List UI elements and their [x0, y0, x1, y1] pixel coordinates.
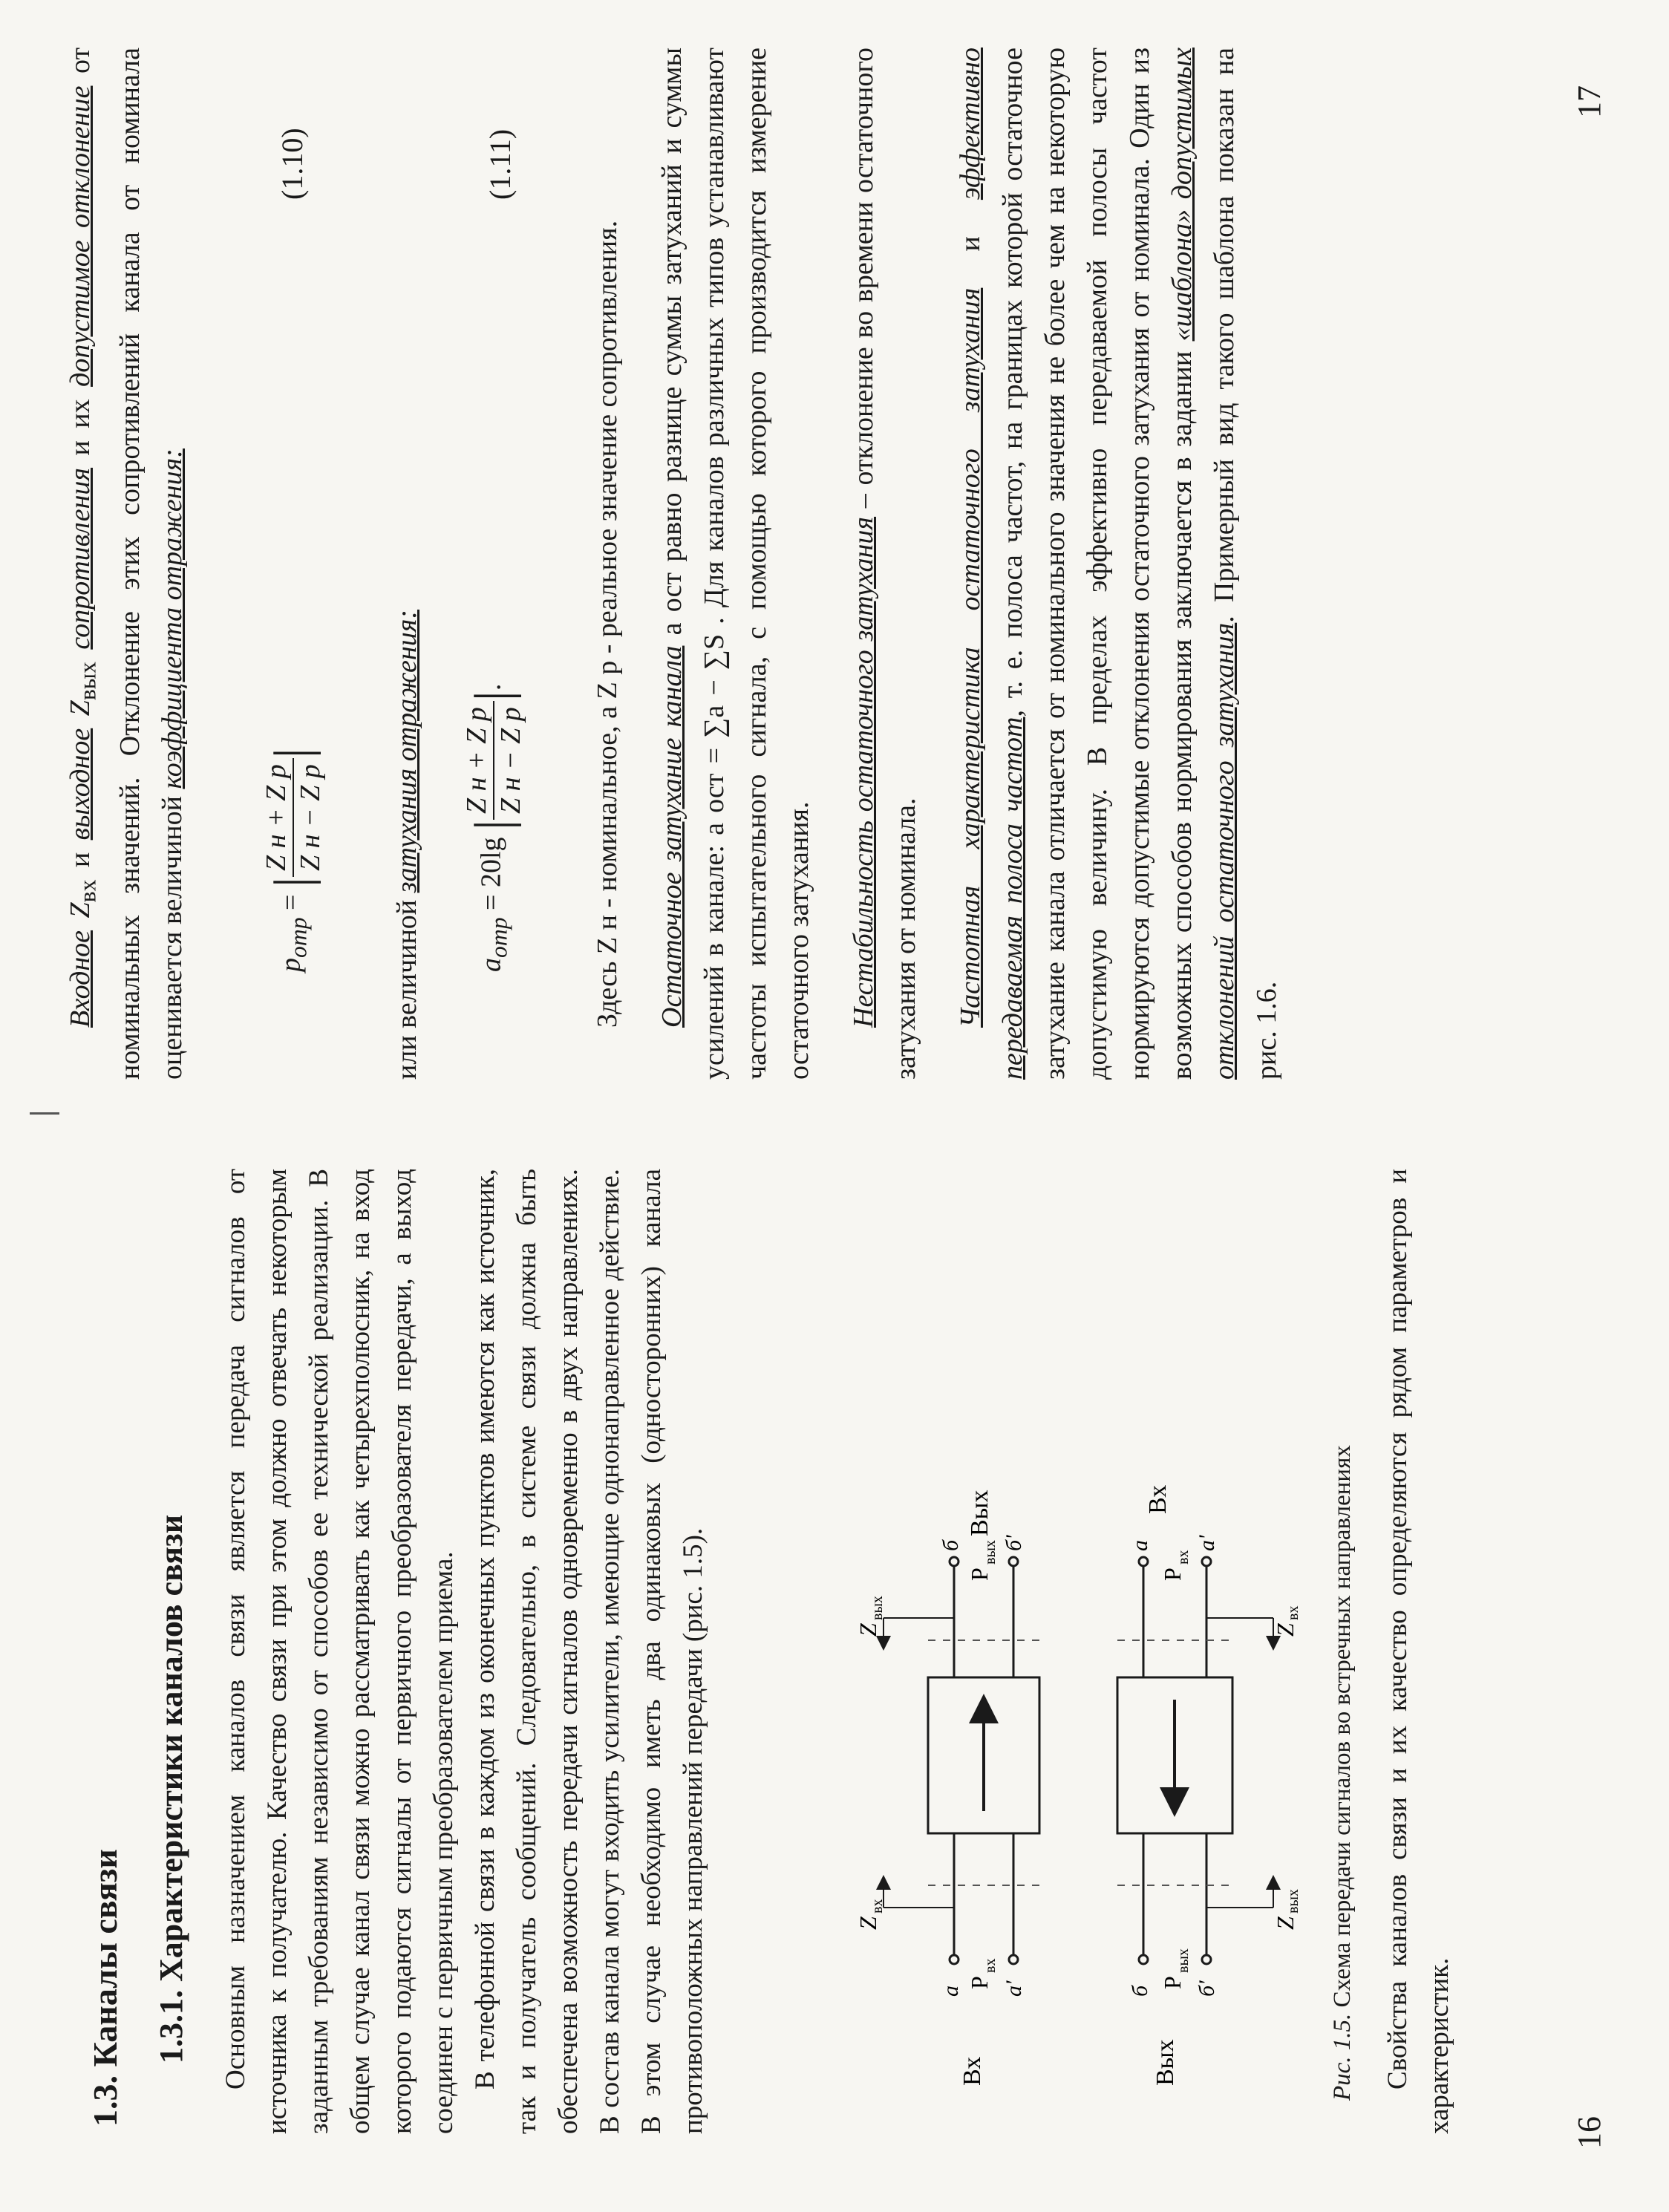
p-out-sub: вых: [982, 1540, 999, 1565]
text-or: или величиной: [391, 893, 422, 1080]
block-reflection-attenuation: [386, 48, 428, 1080]
z-in-symbol: Z: [855, 1916, 881, 1930]
figure-caption: [1329, 1172, 1356, 2101]
f1-lhs-sub: отр: [285, 917, 312, 958]
page-16: [0, 1113, 1669, 2212]
z-in-symbol: Z: [1272, 1623, 1299, 1637]
term-effective-band: эффективно передаваемая полоса частот: [955, 47, 1028, 1080]
body-text-left-bottom: [1377, 1169, 1460, 2134]
paragraph-3: Свойства каналов связи и их качество определяются рядом параметров и характеристик.: [1382, 1169, 1454, 2134]
text-their: и их: [65, 386, 96, 468]
text-template: . Примерный вид такого шаблона показан на рис. 1.6.: [1209, 48, 1282, 1080]
formula-1-11: $a_{отр} = 20\lg$ | Z н + Z р Z н − Z р |.: [461, 683, 526, 972]
paragraph-here: Здесь Z н - номинальное, а Z р - реальное значение сопротивления.: [592, 220, 623, 1028]
z-out-sub: вых: [869, 1596, 886, 1620]
terminal-a: а: [938, 1986, 963, 1997]
f1-denominator: Z н − Z р: [295, 764, 326, 872]
term-reflection-attenuation: затухания отражения:: [391, 609, 422, 893]
upper-channel: [855, 1490, 1039, 2086]
eq-number-1-11: (1.11): [483, 128, 517, 200]
terminal-dot: [1009, 1955, 1018, 1964]
p-in-sub: вх: [982, 1958, 999, 1973]
f2-dot: .: [475, 683, 507, 691]
f2-lhs: a: [475, 958, 507, 972]
page-number-16: 16: [1571, 2116, 1607, 2149]
term-input: Входное: [65, 930, 96, 1028]
z-in-sub: вх: [869, 1899, 886, 1914]
paragraph-1: Основным назначением каналов связи является передача сигналов от источника к получателю. Качество связи при этом должно отвечать некоторым заданным требованиям независимо от способов ее технической реализации. В общем случае канал связи можно рассматривать как четырехполюсник, на вход которого подаются сигналы от первичного преобразователя передачи, а выход соединен с первичным преобразователем приема.: [221, 1169, 459, 2134]
term-deviation: допустимое отклонение: [65, 85, 96, 387]
terminal-b-prime: б': [1002, 1535, 1026, 1551]
terminal-a: а: [1128, 1540, 1152, 1551]
term-residual-attenuation: Остаточное затухание канала: [656, 645, 687, 1028]
p-in-symbol: P: [1159, 1567, 1186, 1581]
z-out-sub: вых: [74, 662, 101, 701]
z-out-symbol: Z: [855, 1623, 881, 1637]
terminal-a-prime: а': [1195, 1535, 1219, 1551]
paragraph-2: В телефонной связи в каждом из оконечных пунктов имеются как источник, так и получатель сообщений. Следовательно, в системе связи должна быть обеспечена возможность передачи сигналов одновременно в двух направлениях. В состав канала могут входить усилители, имеющие однонаправленное действие. В этом случае необходимо иметь два одинаковых (односторонних) канала противоположных направлений передачи (рис. 1.5).: [470, 1169, 708, 2134]
terminal-b-prime: б': [1195, 1980, 1219, 1997]
upper-right-label: Вых: [966, 1490, 993, 1536]
term-frequency-response: Частотная характеристика остаточного затухания: [955, 287, 986, 1028]
text-and-2: и: [955, 200, 986, 288]
text-deviation: от номинальных значений. Отклонение этих сопротивлений канала от номинала оценивается величиной: [65, 47, 188, 1080]
z-in-sub: вх: [74, 879, 101, 903]
caption-label: Рис. 1.5.: [1329, 2013, 1356, 2101]
p-in-sub: вх: [1175, 1550, 1192, 1565]
caption-text: Схема передачи сигналов во встречных направлениях: [1329, 1445, 1356, 2008]
text-residual: a ост равно разнице суммы затуханий и суммы усилений в канале: a ост = ∑a − ∑S . Для каналов различных типов устанавливают частоты испытательного сигнала, с помощью которого производится измерение остаточного затухания.: [656, 48, 814, 1080]
z-out-sub: вых: [1285, 1889, 1301, 1914]
p-out-symbol: P: [966, 1567, 993, 1581]
term-reflection-coef: коэффициента отражения:: [156, 448, 188, 789]
text-band: , т. е. полоса частот, на границах которой остаточное затухание канала отличается от номинального значения не более чем на некоторую допустимую величину. В пределах эффективно передаваемой полосы частот нормируются допустимые отклонения остаточного затухания от номинала. Один из возможных способов нормирования заключается в задании: [997, 47, 1198, 1080]
f1-eq: =: [275, 887, 307, 918]
lower-left-label: Вых: [1152, 2039, 1179, 2086]
text-instability: – отклонение во времени остаточного затухания от номинала.: [848, 48, 921, 1080]
terminal-b: б: [1128, 1985, 1152, 1997]
terminal-b: б: [938, 1539, 963, 1551]
upper-left-label: Вх: [958, 2056, 986, 2086]
p-out-symbol: P: [1159, 1976, 1186, 1989]
f2-denominator: Z н − Z р: [495, 707, 526, 814]
lower-right-label: Вх: [1144, 1484, 1172, 1514]
p-in-symbol: P: [966, 1976, 993, 1989]
term-template: «шаблона» допустимых отклонений остаточного затухания: [1166, 48, 1240, 1080]
f2-numerator: Z н + Z р: [460, 701, 494, 820]
z-out: Z: [65, 700, 96, 717]
f2-lhs-sub: отр: [486, 917, 512, 958]
page-number-17: 17: [1571, 85, 1607, 118]
figure-1-5: [839, 1165, 1299, 2101]
f2-eq: = 20lg: [475, 837, 507, 918]
formula-1-10: $p_{отр}$ = | Z н + Z р Z н − Z р |: [261, 748, 326, 972]
lower-channel: [1117, 1485, 1301, 2086]
block-text: [587, 48, 1288, 1080]
z-in-sub: вх: [1285, 1605, 1301, 1620]
text-and: и: [65, 840, 96, 880]
f1-numerator: Z н + Z р: [260, 758, 294, 877]
term-output: выходное: [65, 728, 96, 841]
block-impedance: [59, 48, 194, 1080]
term-instability: Нестабильность остаточного затухания: [848, 516, 879, 1028]
subsection-title: 1.3.1. Характеристики каналов связи: [153, 1514, 189, 2063]
p-out-sub: вых: [1175, 1948, 1192, 1973]
body-text-left: [215, 1169, 714, 2134]
z-in: Z: [65, 902, 96, 919]
z-out-symbol: Z: [1272, 1916, 1299, 1930]
section-title: 1.3. Каналы связи: [86, 1849, 124, 2127]
eq-number-1-10: (1.10): [275, 128, 309, 200]
term-impedance: сопротивления: [65, 467, 96, 650]
terminal-dot: [950, 1955, 958, 1964]
terminal-a-prime: а': [1002, 1980, 1026, 1997]
f1-lhs: p: [275, 958, 307, 972]
